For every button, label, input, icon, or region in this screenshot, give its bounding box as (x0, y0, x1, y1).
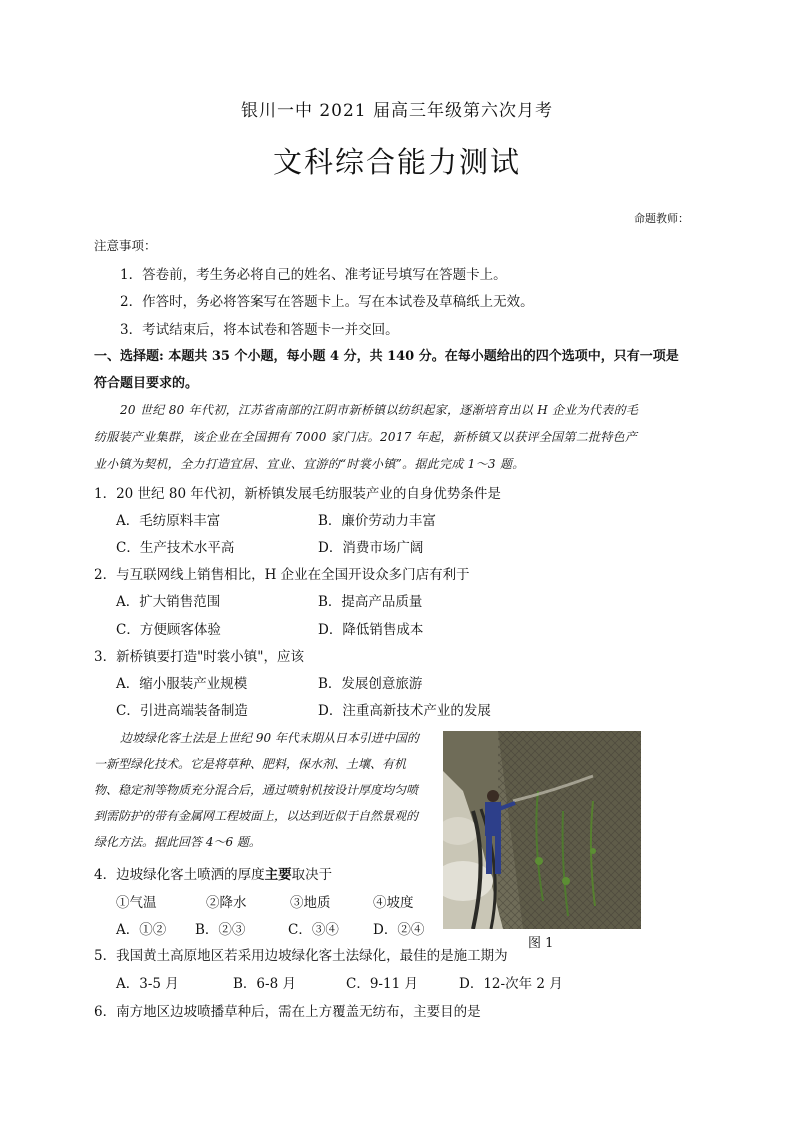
author-label: 命题教师： (634, 212, 689, 225)
option: B．发展创意旅游 (318, 676, 423, 692)
passage-line: 业小镇为契机，全力打造宜居、宜业、宜游的“时裳小镇”。据此完成 1～3 题。 (94, 457, 525, 471)
notes-item: 1．答卷前，考生务必将自己的姓名、准考证号填写在答题卡上。 (120, 267, 507, 283)
q4-stem-before: 4．边坡绿化客土喷洒的厚度 (94, 867, 265, 883)
option: A．①② (116, 922, 167, 938)
section-heading-cont: 符合题目要求的。 (94, 376, 199, 391)
option: A．3-5 月 (116, 976, 179, 992)
exam-title: 银川一中 2021 届高三年级第六次月考 (240, 101, 554, 121)
option: A．缩小服装产业规模 (116, 676, 248, 692)
question-stem: 5．我国黄土高原地区若采用边坡绿化客土法绿化，最佳的是施工期为 (94, 948, 508, 964)
option: D．12-次年 2 月 (459, 976, 563, 992)
question-stem: 3．新桥镇要打造"时裳小镇"，应该 (94, 649, 305, 665)
option: D．②④ (373, 922, 425, 938)
question-stem: 1．20 世纪 80 年代初，新桥镇发展毛纺服装产业的自身优势条件是 (94, 486, 501, 502)
q4-stem-after: 取决于 (291, 867, 333, 883)
figure-caption: 图 1 (528, 936, 554, 951)
main-title: 文科综合能力测试 (272, 145, 521, 179)
factor: ③地质 (290, 895, 331, 911)
q4-stem-emphasis: 主要 (264, 867, 292, 883)
passage-line: 20 世纪 80 年代初，江苏省南部的江阴市新桥镇以纺织起家，逐渐培育出以 H 企业为代表的毛 (120, 403, 639, 417)
factor: ①气温 (116, 895, 157, 911)
section-heading: 一、选择题: 本题共 35 个小题，每小题 4 分，共 140 分。在每小题给出的四个选项中，只有一项是 (94, 349, 679, 364)
option: A．扩大销售范围 (116, 594, 221, 610)
option: C．生产技术水平高 (116, 540, 235, 556)
option: C．③④ (288, 922, 339, 938)
question-stem: 6．南方地区边坡喷播草种后，需在上方覆盖无纺布，主要目的是 (94, 1004, 481, 1020)
option: B．提高产品质量 (318, 594, 423, 610)
option: B．6-8 月 (233, 976, 296, 992)
option: B．②③ (195, 922, 246, 938)
notes-item: 3．考试结束后，将本试卷和答题卡一并交回。 (120, 322, 399, 338)
question-stem (94, 863, 332, 883)
factor: ④坡度 (373, 895, 414, 911)
option: B．廉价劳动力丰富 (318, 513, 436, 529)
passage-2: 边坡绿化客土法是上世纪 90 年代末期从日本引进中国的一新型绿化技术。它是将草种、肥料，保水剂、土壤、有机物、稳定剂等物质充分混合后，通过喷射机按设计厚度均匀喷到需防护的带有金属网工程坡面上，以达到近似于自然景观的绿化方法。据此回答 4～6 题。 (94, 731, 419, 849)
passage-line: 纺服装产业集群，该企业在全国拥有 7000 家门店。2017 年起，新桥镇又以获评全国第二批特色产 (94, 430, 638, 444)
option: C．9-11 月 (346, 976, 418, 992)
question-stem: 2．与互联网线上销售相比，H 企业在全国开设众多门店有利于 (94, 567, 470, 583)
notes-item: 2．作答时，务必将答案写在答题卡上。写在本试卷及草稿纸上无效。 (120, 294, 534, 310)
option: D．降低销售成本 (318, 622, 424, 638)
option: D．注重高新技术产业的发展 (318, 703, 491, 719)
factor: ②降水 (206, 895, 247, 911)
option: C．方便顾客体验 (116, 622, 221, 638)
option: D．消费市场广阔 (318, 540, 424, 556)
option: A．毛纺原料丰富 (116, 513, 221, 529)
notes-heading: 注意事项： (94, 238, 157, 253)
option: C．引进高端装备制造 (116, 703, 248, 719)
slope-greening-photo (443, 731, 641, 929)
